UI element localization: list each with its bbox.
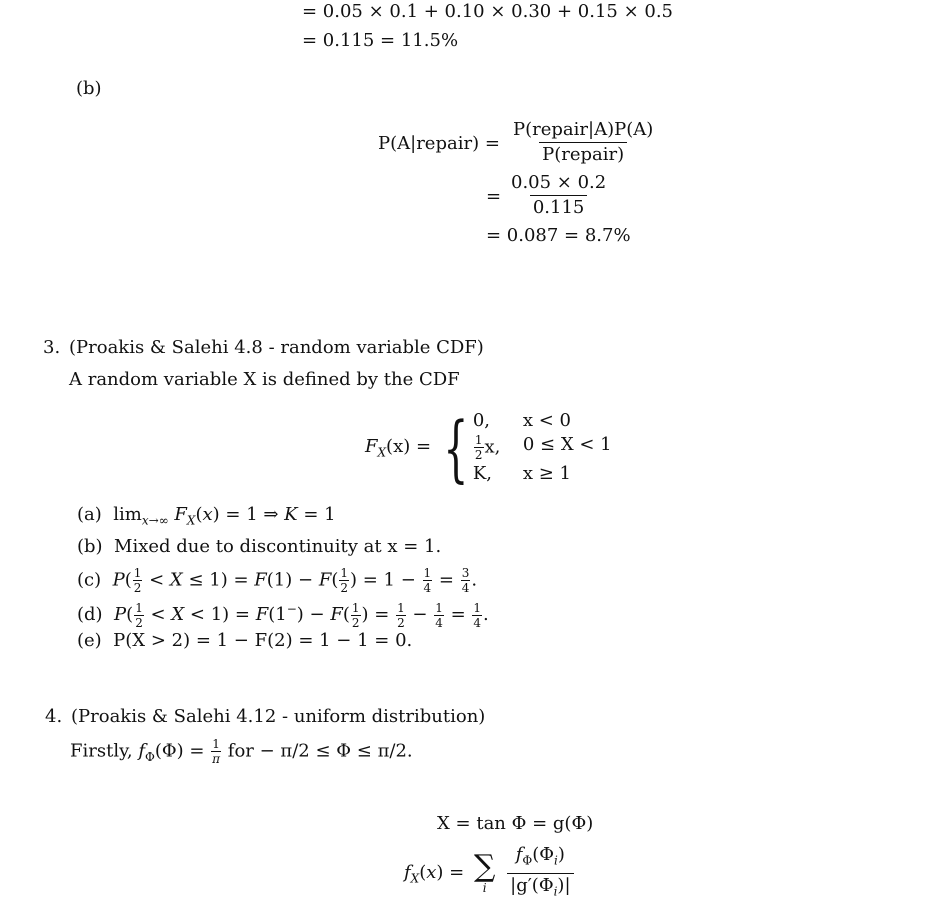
question-number: 3. xyxy=(43,337,61,358)
sum-symbol: ∑ i xyxy=(473,849,496,896)
answer-e: (e) P(X > 2) = 1 − F(2) = 1 − 1 = 0. xyxy=(77,630,413,651)
question-intro: A random variable X is defined by the CDF xyxy=(69,369,460,390)
denominator: P(repair) xyxy=(539,142,627,165)
cdf-definition xyxy=(365,405,612,490)
answer-b: (b) Mixed due to discontinuity at x = 1. xyxy=(77,536,442,557)
case-condition: x ≥ 1 xyxy=(522,463,571,484)
equals: = xyxy=(486,186,502,207)
case-condition: 0 ≤ X < 1 xyxy=(522,434,612,455)
answer-a: (a) $\lim_{x\to\infty} F_X(x) = 1$ ⇒ K = 1 xyxy=(77,504,336,528)
numerator: P(repair|A)P(A) xyxy=(513,119,654,140)
bayes-result: = 0.087 = 8.7% xyxy=(486,225,631,246)
denominator: 0.115 xyxy=(530,195,588,218)
case-value: K, xyxy=(472,463,493,484)
numerator: 0.05 × 0.2 xyxy=(511,172,607,193)
equation-line: = 0.05 × 0.1 + 0.10 × 0.30 + 0.15 × 0.5 xyxy=(302,1,673,22)
cdf-lhs: $F_X(x)$ = xyxy=(365,435,432,460)
answer-d: (d) P( $\frac{1}{2}$ < X < 1) = F(1−) − F( $\frac{1}{2}$ ) = $\frac{1}{2}$ − $\frac{1}{4}$ = $\frac{1}{4}$ . xyxy=(77,600,489,630)
bayes-fraction-2 xyxy=(506,173,611,218)
bayes-fraction-1 xyxy=(508,120,658,165)
question-intro: Firstly, $f_\Phi(\Phi)$ = $\frac{1}{\pi}$ for − π/2 ≤ Φ ≤ π/2. xyxy=(70,737,413,766)
answer-c: (c) P( $\frac{1}{2}$ < X ≤ 1) = F(1) − F( $\frac{1}{2}$ ) = 1 − $\frac{1}{4}$ = $\frac{3}{4}$ . xyxy=(77,566,478,595)
pdf-sum-equation: $f_X(x)$ = ∑ i $\frac{f_\Phi(\Phi_i)}{|g'(\Phi_i)|}$ xyxy=(404,845,576,901)
cases-rows xyxy=(473,410,612,485)
case-value: $\frac{1}{2}$ x, xyxy=(474,433,501,462)
case-condition: x < 0 xyxy=(522,410,571,431)
question-title: (Proakis & Salehi 4.12 - uniform distribution) xyxy=(71,706,486,727)
equation-line: = 0.115 = 11.5% xyxy=(302,30,459,51)
case-value: 0, xyxy=(472,410,491,431)
bayes-lhs: P(A|repair) = xyxy=(378,133,500,154)
brace: { xyxy=(443,405,469,490)
transform-equation: X = tan Φ = g(Φ) xyxy=(437,813,594,834)
question-title: (Proakis & Salehi 4.8 - random variable CDF) xyxy=(69,337,484,358)
part-label: (b) xyxy=(76,78,102,99)
question-number: 4. xyxy=(45,706,63,727)
